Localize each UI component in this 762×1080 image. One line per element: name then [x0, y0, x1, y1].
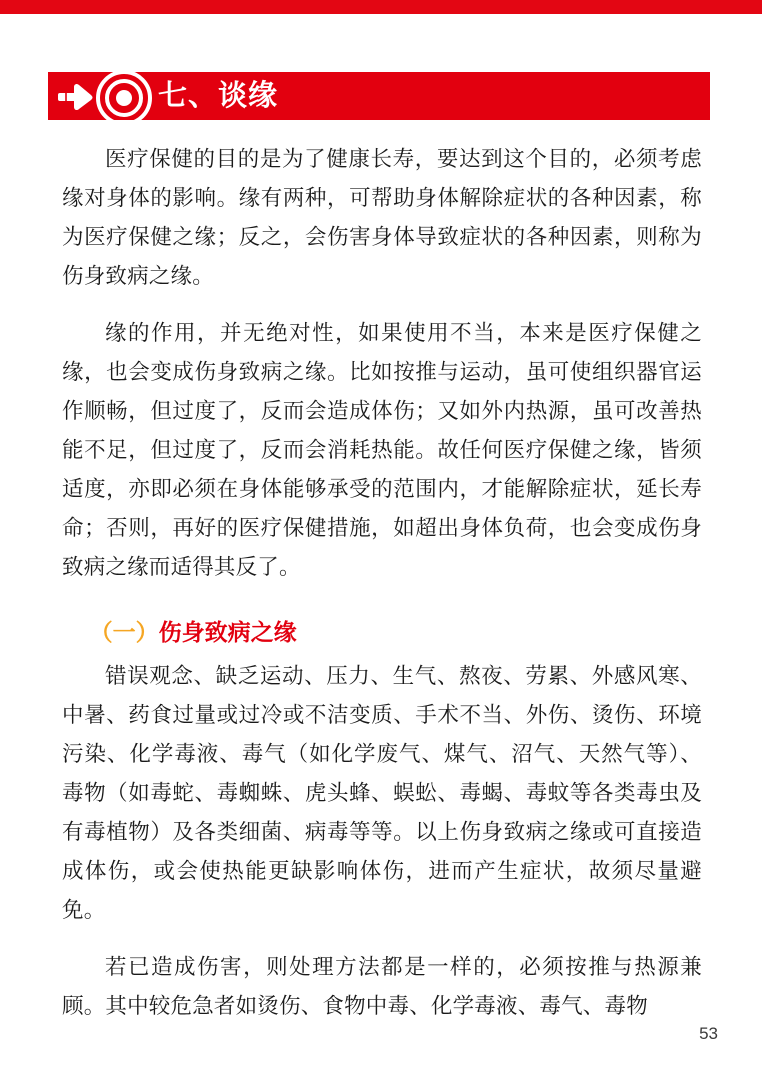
section-subheading: [62, 613, 702, 651]
chapter-icon-group: [58, 68, 156, 124]
target-icon: [96, 70, 152, 126]
document-body: [62, 140, 702, 1030]
subheading-text: 伤身致病之缘: [158, 619, 297, 645]
top-red-bar: [0, 0, 762, 14]
page-title: 七、谈缘: [158, 80, 279, 112]
paragraph: 医疗保健的目的是为了健康长寿，要达到这个目的，必须考虑缘对身体的影响。缘有两种，可帮助身体解除症状的各种因素，称为医疗保健之缘；反之，会伤害身体导致症状的各种因素，则称为伤身致病之缘。: [62, 147, 702, 288]
paragraph: 错误观念、缺乏运动、压力、生气、熬夜、劳累、外感风寒、中暑、药食过量或过冷或不洁变质、手术不当、外伤、烫伤、环境污染、化学毒液、毒气（如化学废气、煤气、沼气、天然气等）、毒物（如毒蛇、毒蜘蛛、虎头蜂、蜈蚣、毒蝎、毒蚊等各类毒虫及有毒植物）及各类细菌、病毒等等。以上伤身致病之缘或可直接造成体伤，或会使热能更缺影响体伤，进而产生症状，故须尽量避免。: [62, 664, 702, 922]
paragraph: 缘的作用，并无绝对性，如果使用不当，本来是医疗保健之缘，也会变成伤身致病之缘。比如按推与运动，虽可使组织器官运作顺畅，但过度了，反而会造成体伤；又如外内热源，虽可改善热能不足，但过度了，反而会消耗热能。故任何医疗保健之缘，皆须适度，亦即必须在身体能够承受的范围内，才能解除症状，延长寿命；否则，再好的医疗保健措施，如超出身体负荷，也会变成伤身致病之缘而适得其反了。: [62, 321, 702, 579]
page-number: 53: [699, 1024, 718, 1043]
paragraph: 若已造成伤害，则处理方法都是一样的，必须按推与热源兼顾。其中较危急者如烫伤、食物中毒、化学毒液、毒气、毒物: [62, 955, 702, 1018]
subheading-number: （一）: [89, 619, 159, 645]
